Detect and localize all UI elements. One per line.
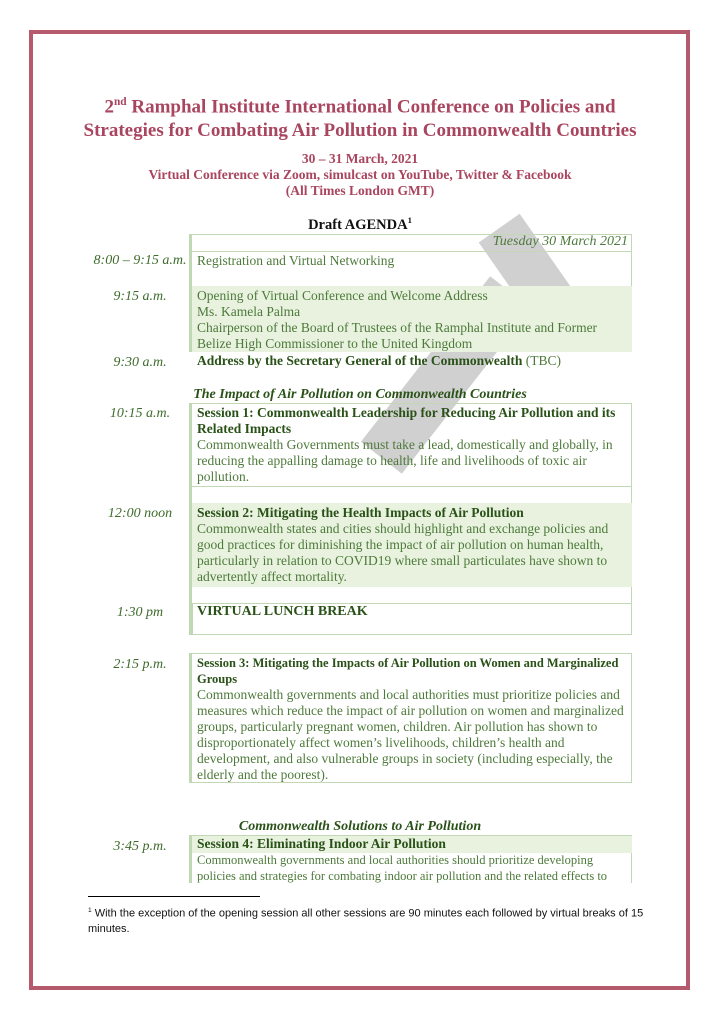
session2-gap: [189, 587, 632, 603]
registration-text: Registration and Virtual Networking: [197, 253, 395, 268]
section-impact-title: The Impact of Air Pollution on Commonwealth Countries: [193, 387, 527, 402]
opening-text: Opening of Virtual Conference and Welcome Address Ms. Kamela Palma Chairperson of the Board of Trustees of the Ramphal Institute and Former Belize High Commissioner to the United Kingdom: [197, 288, 598, 351]
footnote: $^1$ With the exception of the opening session all other sessions are 90 minutes each followed by virtual breaks of 15 minutes.: [88, 907, 644, 935]
address-text: Address by the Secretary General of the Commonwealth (TBC): [197, 353, 561, 368]
day-label: Tuesday 30 March 2021: [492, 234, 628, 249]
conference-title: 2nd Ramphal Institute International Conference on Policies and Strategies for Combating Air Pollution in Commonwealth Countries: [83, 96, 637, 142]
time-registration: 8:00 – 9:15 a.m.: [93, 253, 187, 268]
session3-content: Session 3: Mitigating the Impacts of Air Pollution on Women and Marginalized Groups Commonwealth governments and local authorities must prioritize policies and measures which reduce the impact of air pollution on women and marginalized groups, particularly pregnant women, children. Air pollution has shown to disproportionately affect women’s livelihoods, children’s health and development, and also vulnerable groups in society (including especially, the elderly and the poorest).: [197, 656, 624, 782]
session1-content: Session 1: Commonwealth Leadership for Reducing Air Pollution and its Related Impacts Commonwealth Governments must take a lead, domestically and globally, in reducing the appalling damage to health, life and livelihoods of toxic air pollution.: [197, 405, 616, 484]
agenda-title: Draft AGENDA$^1$: [308, 215, 412, 233]
session2-content: Session 2: Mitigating the Health Impacts of Air Pollution Commonwealth states and cities should highlight and exchange policies and good practices for diminishing the impact of air pollution on human health, particularly in relation to COVID19 where small particulates have shown to advertently affect mortality.: [197, 505, 609, 584]
footnote-separator: [88, 896, 260, 897]
time-lunch: 1:30 pm: [116, 605, 164, 620]
conference-venue: Virtual Conference via Zoom, simulcast on YouTube, Twitter & Facebook: [148, 167, 572, 182]
time-session4: 3:45 p.m.: [113, 839, 167, 854]
time-opening: 9:15 a.m.: [113, 289, 167, 304]
conference-timezone: (All Times London GMT): [285, 183, 435, 198]
time-address: 9:30 a.m.: [113, 355, 167, 370]
time-session1: 10:15 a.m.: [109, 406, 171, 421]
session1-gap: [189, 487, 632, 503]
section-solutions-title: Commonwealth Solutions to Air Pollution: [238, 819, 482, 834]
session4-content: Session 4: Eliminating Indoor Air Pollution Commonwealth governments and local authorities should prioritize developing policies and strategies for combating indoor air pollution and the related effects to: [197, 836, 608, 883]
time-session2: 12:00 noon: [107, 506, 173, 521]
time-session3: 2:15 p.m.: [113, 657, 167, 672]
lunch-label: VIRTUAL LUNCH BREAK: [197, 604, 368, 619]
conference-dates: 30 – 31 March, 2021: [301, 151, 419, 166]
